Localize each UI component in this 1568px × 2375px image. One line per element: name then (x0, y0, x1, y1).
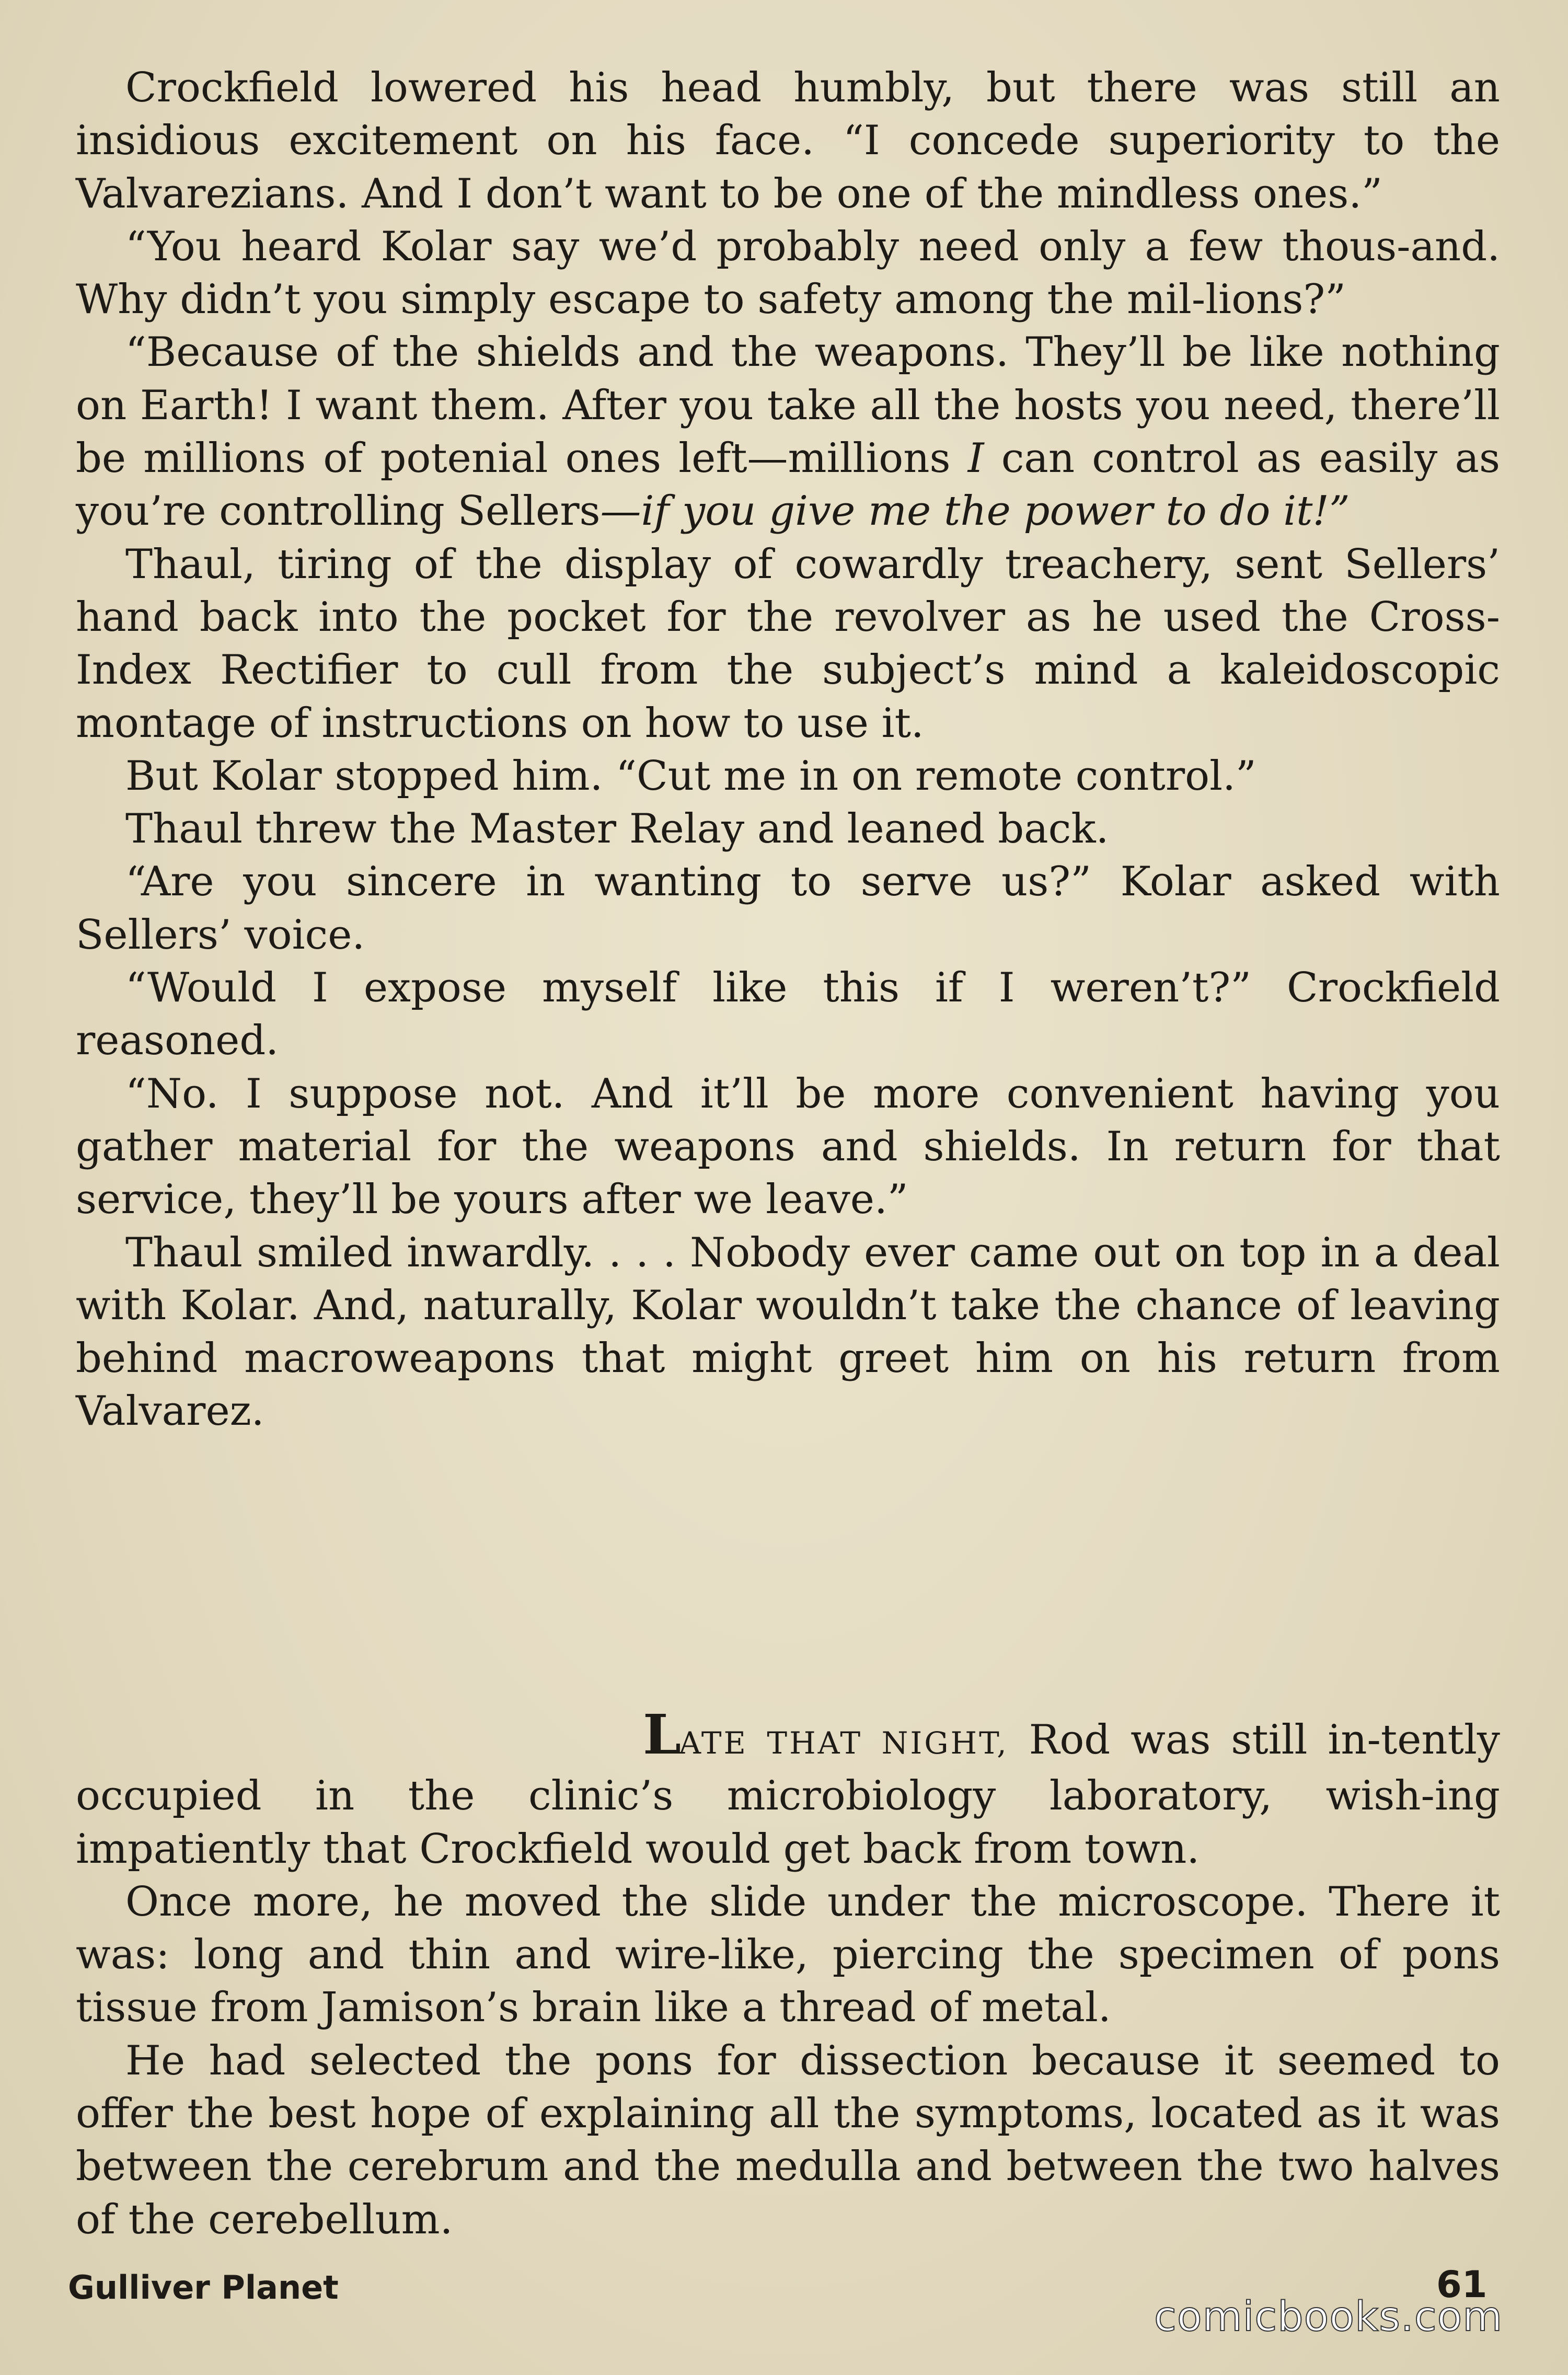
section-continuation (76, 1876, 1500, 2246)
italic-text: I (967, 435, 984, 482)
text-run: Thaul threw the Master Relay and leaned back. (125, 805, 1109, 853)
paragraph (76, 750, 1500, 803)
paragraph (76, 962, 1500, 1068)
drop-cap-letter: L (643, 1702, 679, 1767)
text-run: Once more, he moved the slide under the microscope. There it was: long and thin and wire-like, piercing the specimen of pons tissue from Jamison’s brain like a thread of metal. (76, 1878, 1500, 2032)
paragraph (76, 1876, 1500, 2035)
paragraph (76, 803, 1500, 856)
section-opening-text: Rod was still in-tently occupied in the clinic’s microbiology laboratory, wish-ing impatiently that Crockfield would get back from town. (76, 1716, 1500, 1873)
text-run: “Would I expose myself like this if I weren’t?” Crockfield reasoned. (76, 964, 1500, 1065)
text-run: But Kolar stopped him. “Cut me in on remote control.” (125, 752, 1256, 800)
text-run: “Are you sincere in wanting to serve us?” Kolar asked with Sellers’ voice. (76, 858, 1500, 959)
section-opening-paragraph (76, 1702, 1500, 1876)
paragraph (76, 538, 1500, 750)
site-watermark: comicbooks.com (1154, 2293, 1503, 2341)
paragraph (76, 62, 1500, 221)
story-text-part-2 (76, 1702, 1500, 2246)
text-run: can control as easily as you’re controlling Sellers (76, 435, 1500, 535)
text-run: “Because of the shields and the weapons. They’ll be like nothing on Earth! I want them. After you take all the hosts you need, there’ll be millions of potenial ones left—millions (76, 329, 1500, 482)
paragraph (76, 326, 1500, 538)
paragraph (76, 221, 1500, 327)
small-caps-lead: ATE THAT NIGHT, (679, 1725, 1009, 1761)
paragraph (76, 856, 1500, 962)
text-run: “No. I suppose not. And it’ll be more convenient having you gather material for the weapons and shields. In return for that service, they’ll be yours after we leave.” (76, 1070, 1500, 1224)
italic-text: —if you give me the power to do it!” (600, 488, 1350, 535)
page-number: 61 (1436, 2263, 1488, 2306)
paragraph (76, 2035, 1500, 2246)
text-run: Thaul, tiring of the display of cowardly treachery, sent Sellers’ hand back into the pocket for the revolver as he used the Cross-Index Rectifier to cull from the subject’s mind a kaleidoscopic montage of instructions on how to use it. (76, 540, 1500, 747)
text-run: He had selected the pons for dissection because it seemed to offer the best hope of explaining all the symptoms, located as it was between the cerebrum and the medulla and between the two halves of the cerebellum. (76, 2037, 1500, 2243)
text-run: Crockfield lowered his head humbly, but there was still an insidious excitement on his face. “I concede superiority to the Valvarezians. And I don’t want to be one of the mindless ones.” (76, 64, 1500, 217)
publication-title: Gulliver Planet (68, 2268, 339, 2307)
paragraph (76, 1227, 1500, 1438)
story-text-part-1 (76, 62, 1500, 1438)
text-run: Thaul smiled inwardly. . . . Nobody ever came out on top in a deal with Kolar. And, naturally, Kolar wouldn’t take the chance of leaving behind macroweapons that might greet him on his return from Valvarez. (76, 1229, 1500, 1435)
paragraph (76, 1068, 1500, 1227)
text-run: “You heard Kolar say we’d probably need only a few thous-and. Why didn’t you simply escape to safety among the mil-lions?” (76, 223, 1500, 324)
